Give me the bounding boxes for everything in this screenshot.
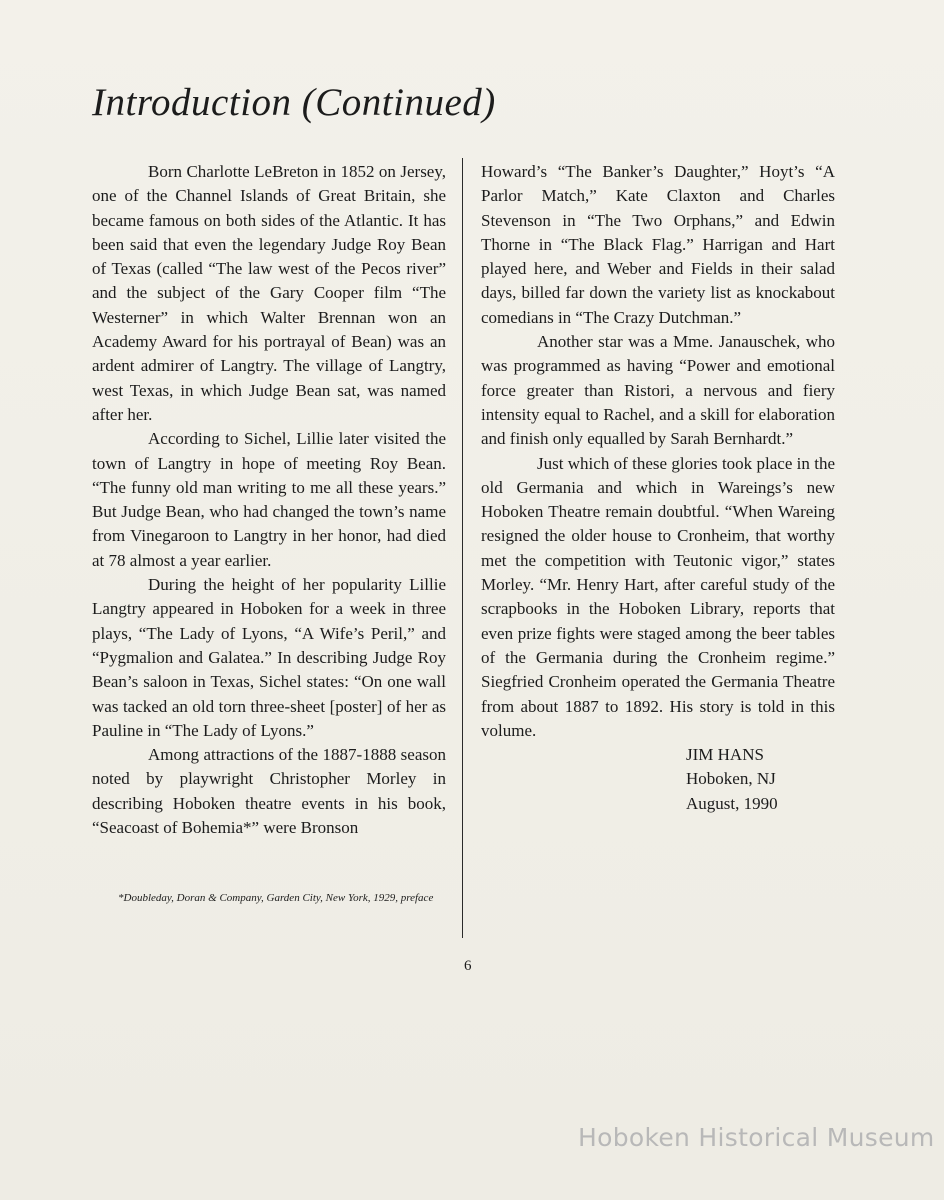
paragraph: According to Sichel, Lillie later visited the town of Langtry in hope of meeting Roy Bean. “The funny old man writing to me all these years.” But Judge Bean, who had changed the town’s name from Vinegaroon to Langtry in her honor, had died at 78 almost a year earlier. bbox=[92, 429, 446, 570]
paragraph: During the height of her popularity Lillie Langtry appeared in Hoboken for a week in three plays, “The Lady of Lyons, “A Wife’s Peril,” and “Pygmalion and Galatea.” In describing Judge Roy Bean’s saloon in Texas, Sichel states: “On one wall was tacked an old torn three-sheet [poster] of her as Pauline in “The Lady of Lyons.” bbox=[92, 575, 446, 740]
right-column bbox=[481, 160, 835, 816]
paragraph: Another star was a Mme. Janauschek, who was programmed as having “Power and emotional force greater than Ristori, a nervous and fiery intensity equal to Rachel, and a skill for elaboration and finish only equalled by Sarah Bernhardt.” bbox=[481, 332, 835, 449]
signature-place: Hoboken, NJ bbox=[686, 769, 776, 789]
column-divider bbox=[462, 158, 463, 938]
page-number: 6 bbox=[464, 958, 472, 974]
signature-block bbox=[481, 743, 835, 816]
paragraph: Among attractions of the 1887-1888 season noted by playwright Christopher Morley in describing Hoboken theatre events in his book, “Seacoast of Bohemia*” were Bronson bbox=[92, 745, 446, 838]
paragraph: Born Charlotte LeBreton in 1852 on Jersey, one of the Channel Islands of Great Britain, she became famous on both sides of the Atlantic. It has been said that even the legendary Judge Roy Bean of Texas (called “The law west of the Pecos river” and the subject of the Gary Cooper film “The Westerner” in which Walter Brennan won an Academy Award for his portrayal of Bean) was an ardent admirer of Langtry. The village of Langtry, west Texas, in which Judge Bean sat, was named after her. bbox=[92, 162, 446, 424]
watermark: Hoboken Historical Museum bbox=[578, 1123, 935, 1152]
paragraph: Howard’s “The Banker’s Daughter,” Hoyt’s “A Parlor Match,” Kate Claxton and Charles Stevenson in “The Two Orphans,” and Edwin Thorne in “The Black Flag.” Harrigan and Hart played here, and Weber and Fields in their salad days, billed far down the variety list as knockabout comedians in “The Crazy Dutchman.” bbox=[481, 162, 835, 327]
page-title: Introduction (Continued) bbox=[92, 81, 496, 124]
paragraph: Just which of these glories took place in the old Germania and which in Wareings’s new Hoboken Theatre remain doubtful. “When Wareing resigned the older house to Cronheim, that worthy met the competition with Teutonic vigor,” states Morley. “Mr. Henry Hart, after careful study of the scrapbooks in the Hoboken Library, reports that even prize fights were staged among the beer tables of the Germania during the Cronheim regime.” Siegfried Cronheim operated the Germania Theatre from about 1887 to 1892. His story is told in this volume. bbox=[481, 453, 835, 740]
footnote: *Doubleday, Doran & Company, Garden City, New York, 1929, preface bbox=[118, 892, 434, 904]
signature-name: JIM HANS bbox=[686, 745, 764, 765]
left-column bbox=[92, 160, 446, 840]
signature-date: August, 1990 bbox=[686, 793, 778, 813]
